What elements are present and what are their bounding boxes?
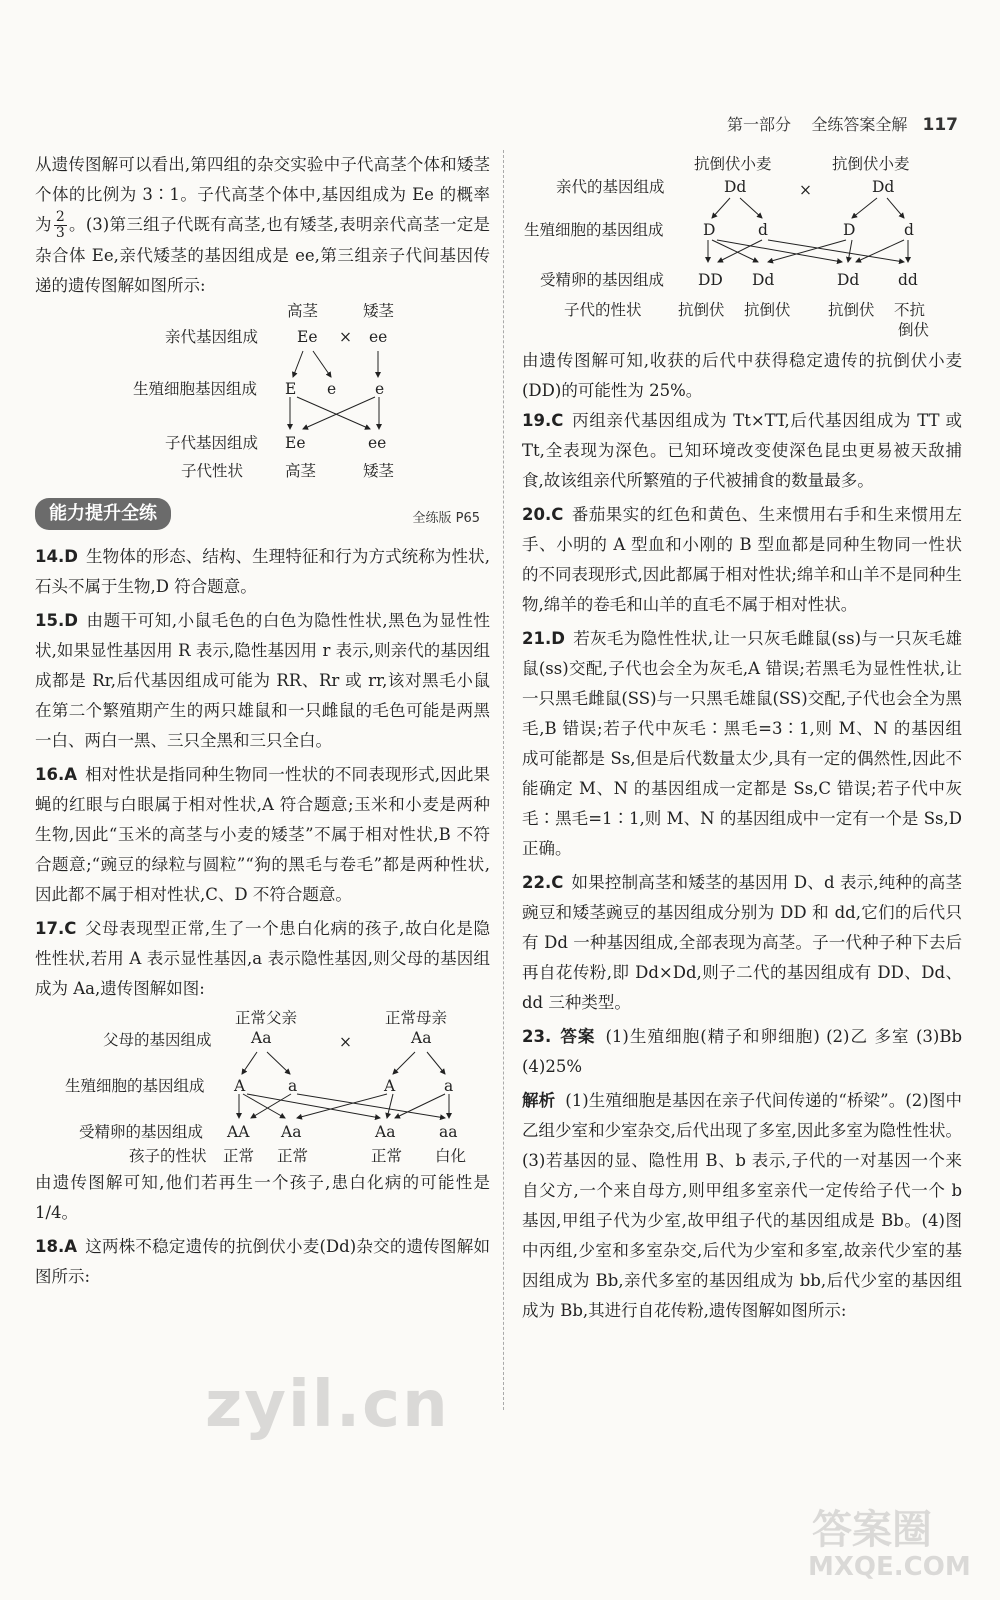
diagram-1-arrows <box>35 301 490 486</box>
diagram-3-trait4a: 不抗 <box>894 301 926 319</box>
right-column <box>522 150 962 1330</box>
question-text: 父母表现型正常,生了一个患白化病的孩子,故白化是隐性性状,若用 A 表示显性基因,a 表示隐性基因,则父母的基因组成为 Aa,遗传图解如图: <box>35 919 490 998</box>
question-number: 20.C <box>522 505 564 524</box>
question-text: 生物体的形态、结构、生理特征和行为方式统称为性状,石头不属于生物,D 符合题意。 <box>35 547 490 596</box>
question-number: 18.A <box>35 1237 77 1256</box>
watermark-mxqe: MXQE.COM <box>808 1552 971 1582</box>
question-text: 相对性状是指同种生物同一性状的不同表现形式,因此果蝇的红眼与白眼属于相对性状,A 符合题意;玉米和小麦是两种生物,因此“玉米的高茎与小麦的矮茎”不属于相对性状,B 不符合题意;“豌豆的绿粒与圆粒”“狗的黑毛与卷毛”都是两种性状,因此都不属于相对性状,C、D 不符合题意。 <box>35 765 490 904</box>
diagram-2-row4-label: 孩子的性状 <box>129 1147 207 1165</box>
diagram-1-trait1: 高茎 <box>285 462 317 480</box>
diagram-2-cross: × <box>339 1033 352 1051</box>
diagram-2-child3: Aa <box>375 1123 396 1141</box>
diagram-2-gamete3: A <box>384 1077 396 1095</box>
question-text: 由题干可知,小鼠毛色的白色为隐性性状,黑色为显性性状,如果显性基因用 R 表示,隐性基因用 r 表示,则亲代的基因组成都是 Rr,后代基因组成可能为 RR、Rr 或 rr,该对黑毛小鼠在第二个繁殖期产生的两只雄鼠和一只雌鼠的毛色可能是两黑一白、两白一黑、三只全黑和三只全白。 <box>35 611 490 750</box>
diagram-2-gamete2: a <box>288 1077 298 1095</box>
diagram-1-parent1-trait: 高茎 <box>287 302 319 320</box>
diagram-3-gamete2: d <box>758 221 768 239</box>
genetic-diagram-1 <box>35 301 490 486</box>
answer-label: 答案 <box>559 1027 596 1046</box>
question-14 <box>35 542 490 602</box>
diagram-3-trait3: 抗倒伏 <box>828 301 875 319</box>
analysis-label: 解析 <box>522 1091 556 1110</box>
page-number: 117 <box>922 115 958 135</box>
diagram-2-father: Aa <box>251 1029 272 1047</box>
diagram-2-row1-label: 父母的基因组成 <box>103 1031 212 1049</box>
diagram-2-trait1: 正常 <box>223 1147 255 1165</box>
intro-text: 从遗传图解可以看出,第四组的杂交实验中子代高茎个体和矮茎个体的比例为 3∶1。子代高茎个体中,基因组成为 Ee 的概率为 <box>35 155 490 234</box>
question-number: 23. <box>522 1027 552 1046</box>
diagram-3-trait1: 抗倒伏 <box>678 301 725 319</box>
question-number: 21.D <box>522 629 565 648</box>
diagram-3-parent1-trait: 抗倒伏小麦 <box>694 155 772 173</box>
question-text: 若灰毛为隐性性状,让一只灰毛雌鼠(ss)与一只灰毛雄鼠(ss)交配,子代也会全为灰毛,A 错误;若黑毛为显性性状,让一只黑毛雌鼠(SS)与一只黑毛雄鼠(SS)交配,子代也会全为黑毛,B 错误;若子代中灰毛∶黑毛=3∶1,则 M、N 的基因组成可能都是 Ss,但是后代数量太少,具有一定的偶然性,因此不能确定 M、N 的基因组成一定都是 Ss,C 错误;若子代中灰毛∶黑毛=1∶1,则 M、N 的基因组成中一定有一个是 Ss,D 正确。 <box>522 629 962 858</box>
fraction-numerator: 2 <box>55 209 65 225</box>
diagram-3-row4-label: 子代的性状 <box>564 301 642 319</box>
watermark-daanquan: 答案圈 <box>812 1507 932 1553</box>
diagram-1-parent2-trait: 矮茎 <box>363 302 395 320</box>
question-text: 丙组亲代基因组成为 Tt×TT,后代基因组成为 TT 或 Tt,全表现为深色。已知环境改变使深色昆虫更易被天敌捕食,故该组亲代所繁殖的子代被捕食的数量最多。 <box>522 411 962 490</box>
column-divider <box>503 150 504 1410</box>
question-text: 如果控制高茎和矮茎的基因用 D、d 表示,纯种的高茎豌豆和矮茎豌豆的基因组成分别为 DD 和 dd,它们的后代只有 Dd 一种基因组成,全部表现为高茎。子一代种子种下去后再自花传粉,即 Dd×Dd,则子二代的基因组成有 DD、Dd、dd 三种类型。 <box>522 873 962 1012</box>
answer-text: (1)生殖细胞(精子和卵细胞) (2)乙 多室 (3)Bb (4)25% <box>522 1027 963 1076</box>
diagram-1-parent1: Ee <box>297 328 318 346</box>
diagram-1-trait2: 矮茎 <box>363 462 395 480</box>
question-21 <box>522 624 962 864</box>
diagram-1-gamete2: e <box>327 380 337 398</box>
diagram-3-gamete1: D <box>703 221 716 239</box>
intro-paragraph <box>35 150 490 301</box>
diagram-2-trait4: 白化 <box>435 1147 467 1165</box>
diagram-3-gamete3: D <box>843 221 856 239</box>
genetic-diagram-2 <box>35 1008 490 1168</box>
question-17-tail: 由遗传图解可知,他们若再生一个孩子,患白化病的可能性是 1/4。 <box>35 1173 490 1222</box>
question-number: 15.D <box>35 611 78 630</box>
section-title: 能力提升全练 <box>35 498 171 530</box>
diagram-2-gamete1: A <box>234 1077 246 1095</box>
diagram-2-child1: AA <box>227 1123 250 1141</box>
fraction <box>54 210 67 241</box>
diagram-3-row1-label: 亲代的基因组成 <box>556 178 665 196</box>
question-18 <box>35 1232 490 1292</box>
analysis-text: (1)生殖细胞是基因在亲子代间传递的“桥梁”。(2)图中乙组少室和少室杂交,后代出现了多室,因此多室为隐性性状。(3)若基因的显、隐性用 B、b 表示,子代的一对基因一个来自父方,一个来自母方,则甲组多室亲代一定传给子代一个 b 基因,甲组子代为少室,故甲组子代的基因组成是 Bb。(4)图中丙组,少室和多室杂交,后代为少室和多室,故亲代少室的基因组成为 Bb,亲代多室的基因组成为 bb,后代少室的基因组成为 Bb,其进行自花传粉,遗传图解如图所示: <box>522 1091 963 1320</box>
diagram-2-father-trait: 正常父亲 <box>235 1009 298 1027</box>
question-23-analysis <box>522 1086 962 1326</box>
question-20 <box>522 500 962 620</box>
question-15 <box>35 606 490 756</box>
diagram-2-row2-label: 生殖细胞的基因组成 <box>65 1077 205 1095</box>
diagram-1-gamete1: E <box>285 380 297 398</box>
intro-text-tail: 。(3)第三组子代既有高茎,也有矮茎,表明亲代高茎一定是杂合体 Ee,亲代矮茎的基因组成是 ee,第三组亲子代间基因传递的遗传图解如图所示: <box>35 215 490 295</box>
watermark-zyil: zyil.cn <box>205 1368 450 1442</box>
diagram-3-parent1: Dd <box>724 178 747 196</box>
question-number: 17.C <box>35 919 77 938</box>
question-22 <box>522 868 962 1018</box>
header-title: 全练答案全解 <box>811 115 908 134</box>
question-number: 16.A <box>35 765 77 784</box>
diagram-1-row1-label: 亲代基因组成 <box>165 328 259 346</box>
genetic-diagram-3 <box>522 150 962 340</box>
diagram-1-cross: × <box>339 328 352 346</box>
question-number: 14.D <box>35 547 78 566</box>
diagram-3-gamete4: d <box>904 221 914 239</box>
diagram-2-child2: Aa <box>281 1123 302 1141</box>
diagram-1-child1: Ee <box>285 434 306 452</box>
diagram-3-child2: Dd <box>752 271 775 289</box>
diagram-3-parent2: Dd <box>872 178 895 196</box>
diagram-1-gamete3: e <box>375 380 385 398</box>
question-16 <box>35 760 490 910</box>
diagram-2-mother-trait: 正常母亲 <box>385 1009 448 1027</box>
diagram-2-gamete4: a <box>444 1077 454 1095</box>
diagram-2-trait3: 正常 <box>371 1147 403 1165</box>
diagram-1-row4-label: 子代性状 <box>181 462 244 480</box>
diagram-1-parent2: ee <box>369 328 388 346</box>
diagram-2-mother: Aa <box>411 1029 432 1047</box>
question-19 <box>522 406 962 496</box>
diagram-3-child3: Dd <box>837 271 860 289</box>
question-17 <box>35 914 490 1004</box>
diagram-2-trait2: 正常 <box>277 1147 309 1165</box>
diagram-2-child4: aa <box>439 1123 458 1141</box>
diagram-1-child2: ee <box>368 434 387 452</box>
diagram-1-row2-label: 生殖细胞基因组成 <box>133 380 258 398</box>
diagram-3-cross: × <box>799 181 812 199</box>
diagram-1-row3-label: 子代基因组成 <box>165 434 259 452</box>
diagram-3-row2-label: 生殖细胞的基因组成 <box>524 221 664 239</box>
question-18-tail: 由遗传图解可知,收获的后代中获得稳定遗传的抗倒伏小麦(DD)的可能性为 25%。 <box>522 351 962 400</box>
diagram-3-row3-label: 受精卵的基因组成 <box>540 271 665 289</box>
header-section: 第一部分 <box>727 115 792 134</box>
question-text: 这两株不稳定遗传的抗倒伏小麦(Dd)杂交的遗传图解如图所示: <box>35 1237 490 1286</box>
question-text: 番茄果实的红色和黄色、生来惯用右手和生来惯用左手、小明的 A 型血和小刚的 B 型血都是同种生物同一性状的不同表现形式,因此都属于相对性状;绵羊和山羊不是同种生物,绵羊的卷毛和山羊的直毛不属于相对性状。 <box>522 505 962 614</box>
diagram-3-trait2: 抗倒伏 <box>744 301 791 319</box>
page-header <box>727 112 958 135</box>
section-header <box>35 494 490 536</box>
question-number: 19.C <box>522 411 564 430</box>
diagram-3-parent2-trait: 抗倒伏小麦 <box>832 155 910 173</box>
diagram-3-child4: dd <box>898 271 918 289</box>
diagram-3-child1: DD <box>698 271 723 289</box>
section-ref: 全练版 P65 <box>412 511 480 526</box>
question-23-answer <box>522 1022 962 1082</box>
diagram-3-trait4b: 倒伏 <box>898 321 930 339</box>
diagram-2-row3-label: 受精卵的基因组成 <box>79 1123 204 1141</box>
left-column <box>35 150 490 1296</box>
fraction-denominator: 3 <box>55 225 65 241</box>
question-number: 22.C <box>522 873 564 892</box>
